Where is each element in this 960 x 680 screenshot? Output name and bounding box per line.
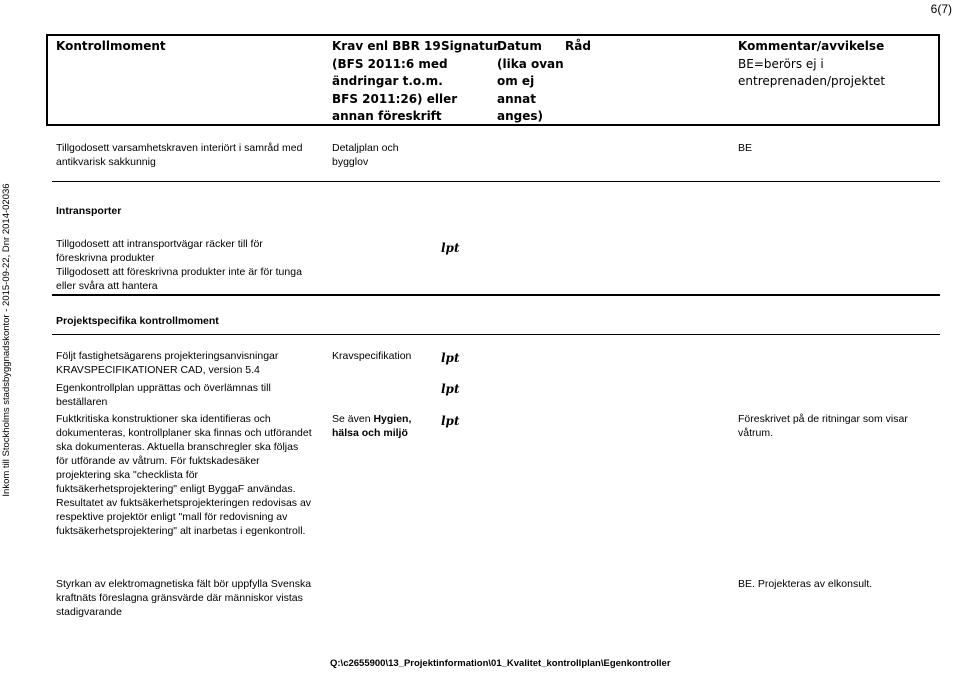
header-datum: Datum (lika ovan om ej annat anges) — [497, 39, 564, 123]
projekt-item-text: Följt fastighetsägarens projekteringsanvisningar KRAVSPECIFIKATIONER CAD, version 5.4 — [56, 350, 279, 376]
header-kontrollmoment: Kontrollmoment — [56, 39, 166, 53]
section-title-projektspecifika: Projektspecifika kontrollmoment — [56, 315, 219, 327]
header-kommentar: Kommentar/avvikelse — [738, 39, 885, 53]
projekt-item-text: Egenkontrollplan upprättas och överlämnas till beställaren — [56, 382, 271, 408]
projekt-item-text: Styrkan av elektromagnetiska fält bör uppfylla Svenska kraftnäts föreslagna gränsvärde där människor vistas stadigvarande — [56, 578, 312, 618]
header-rad: Råd — [565, 39, 591, 53]
projekt-item-text: Fuktkritiska konstruktioner ska identifieras och dokumenteras, kontrollplaner ska finnas och utförandet ska dokumenteras. Aktuella branschregler ska följas för utförande av våtrum. För fuktskadesäker projektering ska "checklista för fuktsäkerhetsprojektering" enligt ByggaF användas. Resultatet av fuktsäkerhetsprojekteringen redovisas av respektive projektör enligt "mall för redovisning av fuktsäkerhetsprojektering" alt inarbetas i egenkontroll. — [56, 413, 312, 537]
projekt-item-krav: Kravspecifikation — [332, 350, 412, 362]
header-krav: Krav enl BBR 19 (BFS 2011:6 med ändringar t.o.m. BFS 2011:26) eller annan föreskrift — [332, 39, 458, 123]
side-stamp-text: Inkom till Stockholms stadsbyggnadskontor - 2015-09-22, Dnr 2014-02036 — [1, 183, 12, 497]
krav-prefix: Se även — [332, 413, 374, 425]
row-varsamhet-krav: Detaljplan och bygglov — [332, 142, 399, 168]
row-varsamhet-kommentar: BE — [738, 142, 753, 154]
section-title-intransporter: Intransporter — [56, 205, 122, 217]
footer-file-path: Q:\c2655900\13_Projektinformation\01_Kvalitet_kontrollplan\Egenkontroller — [330, 658, 671, 669]
projekt-item-kommentar: Föreskrivet på de ritningar som visar våtrum. — [738, 413, 908, 439]
projekt-item-kommentar: BE. Projekteras av elkonsult. — [738, 578, 873, 590]
row-varsamhet-text: Tillgodosett varsamhetskraven interiört i samråd med antikvarisk sakkunnig — [56, 142, 303, 168]
signature-mark: lpt — [441, 382, 460, 396]
krav-bold: Hygien, hälsa och miljö — [332, 413, 412, 439]
signature-mark: lpt — [441, 241, 460, 255]
intransporter-text: Tillgodosett att intransportvägar räcker till för föreskrivna produkter Tillgodosett att föreskrivna produkter inte är för tunga eller svåra att hantera — [56, 238, 302, 292]
divider — [52, 334, 940, 335]
header-signatur: Signatur — [441, 39, 500, 53]
divider — [52, 294, 940, 296]
divider — [52, 181, 940, 182]
page-number: 6(7) — [930, 2, 952, 16]
signature-mark: lpt — [441, 414, 460, 428]
projekt-item-krav — [332, 412, 411, 440]
signature-mark: lpt — [441, 351, 460, 365]
header-kommentar-sub: BE=berörs ej i entreprenaden/projektet — [738, 56, 886, 88]
